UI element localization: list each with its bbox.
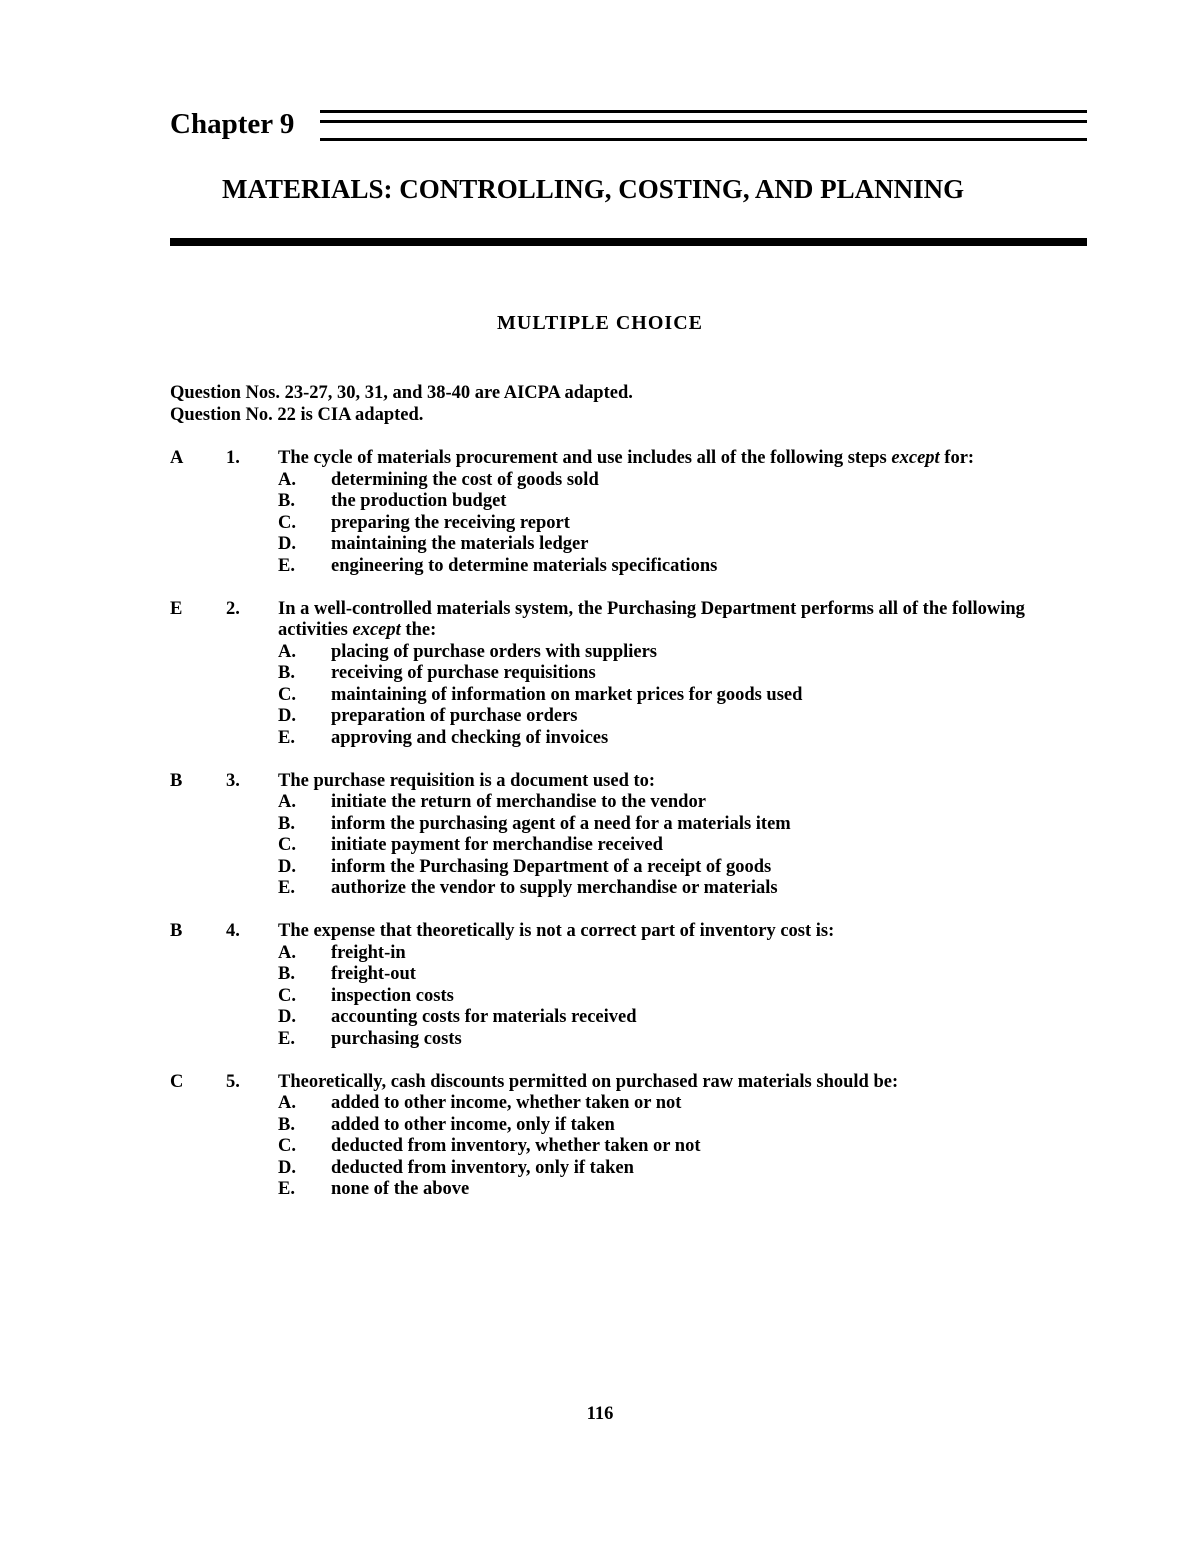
source-note: Question Nos. 23-27, 30, 31, and 38-40 are AICPA adapted. [170,383,633,403]
question-item [170,921,1090,1050]
question-list [170,448,1090,1222]
option-text: inform the Purchasing Department of a receipt of goods [331,856,772,877]
answer-option [278,964,1090,986]
option-letter: D. [278,1007,296,1027]
question-stem: The cycle of materials procurement and use includes all of the following steps except for: [278,448,975,468]
option-letter: A. [278,641,296,662]
answer-option [278,685,1090,707]
option-text: added to other income, whether taken or not [331,1093,682,1113]
option-letter: C. [278,684,296,705]
answer-option [278,556,1090,578]
option-text: inform the purchasing agent of a need for a materials item [331,813,791,834]
option-letter: B. [278,491,295,511]
answer-option [278,642,1090,664]
question-item [170,771,1090,900]
chapter-header [170,106,1087,146]
question-number: 2. [226,598,240,619]
option-letter: E. [278,1179,295,1199]
option-letter: B. [278,663,295,683]
answer-option [278,663,1090,685]
question-item [170,599,1090,750]
header-rule-middle [320,120,1087,123]
option-letter: E. [278,1028,295,1049]
answer-option [278,943,1090,965]
question-stem: Theoretically, cash discounts permitted on purchased raw materials should be: [278,1071,899,1092]
question-stem: The expense that theoretically is not a correct part of inventory cost is: [278,921,835,941]
answer-option [278,728,1090,750]
option-text: deducted from inventory, whether taken or not [331,1136,701,1156]
option-letter: C. [278,1136,296,1156]
option-text: deducted from inventory, only if taken [331,1157,634,1178]
option-letter: A. [278,792,296,812]
option-text: inspection costs [331,985,454,1006]
chapter-title: Chapter 9 [170,108,295,140]
option-text: engineering to determine materials specifications [331,555,718,576]
section-heading: MULTIPLE CHOICE [497,312,703,334]
option-letter: E. [278,555,295,576]
option-text: added to other income, only if taken [331,1114,615,1135]
option-letter: A. [278,1093,296,1113]
emphasis-text: except [352,620,401,640]
option-text: accounting costs for materials received [331,1007,637,1027]
answer-option [278,857,1090,879]
header-rule-bottom [320,138,1087,141]
option-text: none of the above [331,1179,470,1199]
option-letter: E. [278,727,295,748]
option-text: approving and checking of invoices [331,727,609,748]
answer-option [278,491,1090,513]
question-number: 3. [226,770,240,791]
answer-option [278,470,1090,492]
option-text: freight-out [331,964,416,984]
option-text: authorize the vendor to supply merchandise or materials [331,878,778,898]
answer-option [278,1093,1090,1115]
answer-option [278,1007,1090,1029]
option-text: preparing the receiving report [331,512,570,533]
page-number: 116 [586,1404,614,1424]
option-text: purchasing costs [331,1028,462,1049]
answer-option [278,878,1090,900]
option-letter: A. [278,469,296,490]
option-letter: A. [278,942,296,963]
option-letter: D. [278,1157,296,1178]
answer-option [278,706,1090,728]
option-text: receiving of purchase requisitions [331,663,596,683]
option-text: initiate the return of merchandise to the vendor [331,792,706,812]
option-text: determining the cost of goods sold [331,469,599,490]
question-number: 4. [226,921,240,941]
option-letter: D. [278,534,296,554]
option-letter: B. [278,964,295,984]
option-text: placing of purchase orders with suppliers [331,641,658,662]
option-text: initiate payment for merchandise received [331,835,663,855]
question-number: 5. [226,1071,240,1092]
chapter-main-title: MATERIALS: CONTROLLING, COSTING, AND PLANNING [222,174,965,204]
answer-option [278,814,1090,836]
answer-key: B [170,921,183,941]
answer-option [278,1115,1090,1137]
option-text: the production budget [331,491,507,511]
answer-option [278,792,1090,814]
answer-key: C [170,1071,184,1092]
title-divider [170,238,1087,246]
answer-option [278,986,1090,1008]
option-text: freight-in [331,942,406,963]
question-number: 1. [226,448,240,468]
option-letter: E. [278,878,295,898]
emphasis-text: except [891,448,940,468]
source-note: Question No. 22 is CIA adapted. [170,404,424,425]
option-letter: B. [278,813,295,834]
header-rule-top [320,110,1087,113]
option-letter: C. [278,512,296,533]
option-text: maintaining of information on market prices for goods used [331,684,803,705]
answer-option [278,835,1090,857]
answer-option [278,1179,1090,1201]
source-notes [170,383,633,426]
answer-option [278,1158,1090,1180]
option-letter: D. [278,706,296,726]
option-text: preparation of purchase orders [331,706,578,726]
option-letter: C. [278,835,296,855]
option-text: maintaining the materials ledger [331,534,589,554]
question-item [170,1072,1090,1201]
question-stem: In a well-controlled materials system, the Purchasing Department performs all of the following activities except the: [278,598,1025,640]
option-letter: C. [278,985,296,1006]
answer-option [278,1029,1090,1051]
answer-option [278,1136,1090,1158]
answer-option [278,513,1090,535]
option-letter: D. [278,856,296,877]
answer-key: B [170,770,183,791]
answer-key: E [170,598,183,619]
answer-key: A [170,448,184,468]
question-stem: The purchase requisition is a document used to: [278,770,656,791]
option-letter: B. [278,1114,295,1135]
answer-option [278,534,1090,556]
question-item [170,448,1090,577]
